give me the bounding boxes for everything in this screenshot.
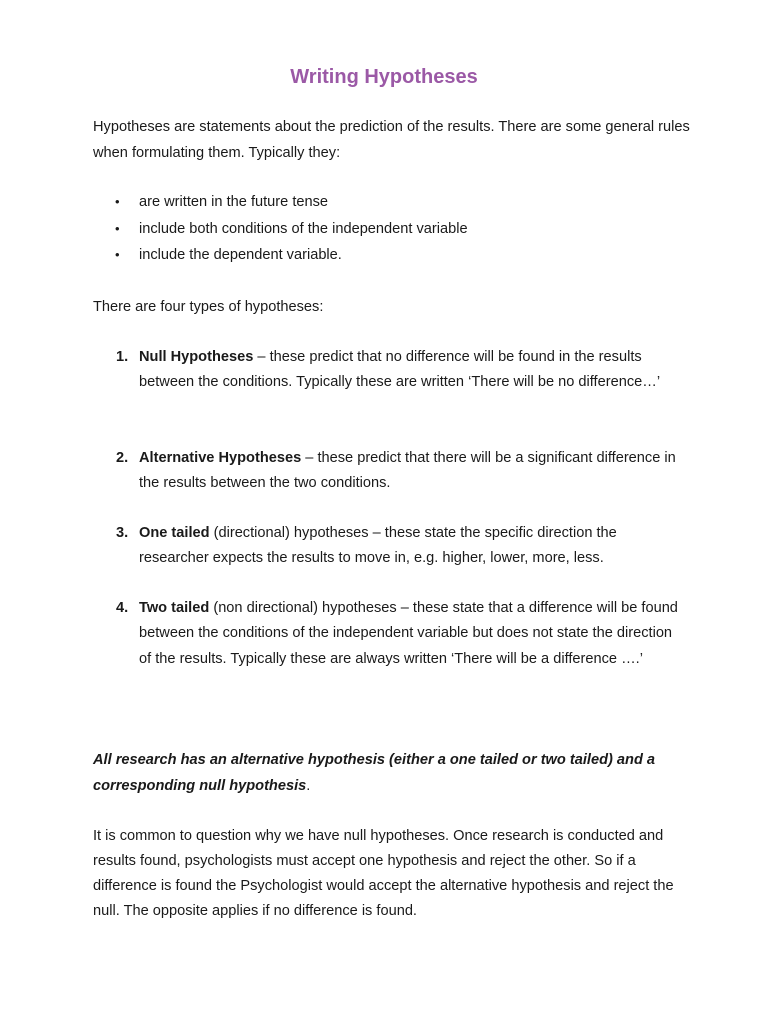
list-item-text: include the dependent variable. [139, 247, 342, 263]
item-term: Alternative Hypotheses [139, 450, 302, 466]
list-item-text: are written in the future tense [139, 194, 329, 210]
closing-paragraph: It is common to question why we have null hypotheses. Once research is conducted and results found, psychologists must accept one hypothesis and reject the other. So if a difference is found the Psychologist would accept the alternative hypothesis and reject the null. The opposite applies if no difference is found. [93, 828, 674, 919]
page-title: Writing Hypotheses [290, 66, 478, 88]
item-description: – these predict that no difference will be found in the results between the conditions. Typically these are written ‘There will be no difference…’ [139, 349, 661, 391]
hypothesis-type-null [93, 345, 678, 396]
item-description: (directional) hypotheses – these state the specific direction the researcher expects the results to move in, e.g. higher, lower, more, less. [139, 525, 617, 567]
hypothesis-type-two-tailed [93, 596, 678, 672]
item-term: Two tailed [139, 600, 210, 616]
bullet-icon: • [115, 220, 120, 236]
hypothesis-type-alternative [93, 446, 678, 497]
list-item [93, 242, 693, 269]
list-item [93, 216, 693, 243]
intro-paragraph: Hypotheses are statements about the prediction of the results. There are some general rules when formulating them. Typically they: [93, 119, 690, 161]
rules-list [93, 189, 693, 269]
bullet-icon: • [115, 247, 120, 262]
item-description: – these predict that there will be a significant difference in the results between the two conditions. [139, 450, 676, 492]
list-item [93, 189, 693, 216]
types-intro: There are four types of hypotheses: [93, 299, 324, 315]
emphasis-note [93, 747, 693, 799]
item-term: Null Hypotheses [139, 349, 254, 365]
item-number: 3. [116, 525, 129, 541]
item-term: One tailed [139, 525, 210, 541]
bullet-icon: • [115, 194, 120, 209]
emphasis-trail: . [306, 778, 311, 794]
item-number: 1. [116, 349, 129, 365]
hypothesis-type-one-tailed [93, 521, 678, 572]
item-number: 2. [116, 450, 129, 466]
list-item-text: include both conditions of the independent variable [139, 220, 468, 237]
item-description: (non directional) hypotheses – these state that a difference will be found between the conditions of the independent variable but does not state the direction of the results. Typically these are always written ‘There will be a difference ….’ [139, 600, 678, 667]
emphasis-text: All research has an alternative hypothesis (either a one tailed or two tailed) and a corresponding null hypothesis [93, 752, 656, 794]
item-number: 4. [116, 600, 129, 616]
